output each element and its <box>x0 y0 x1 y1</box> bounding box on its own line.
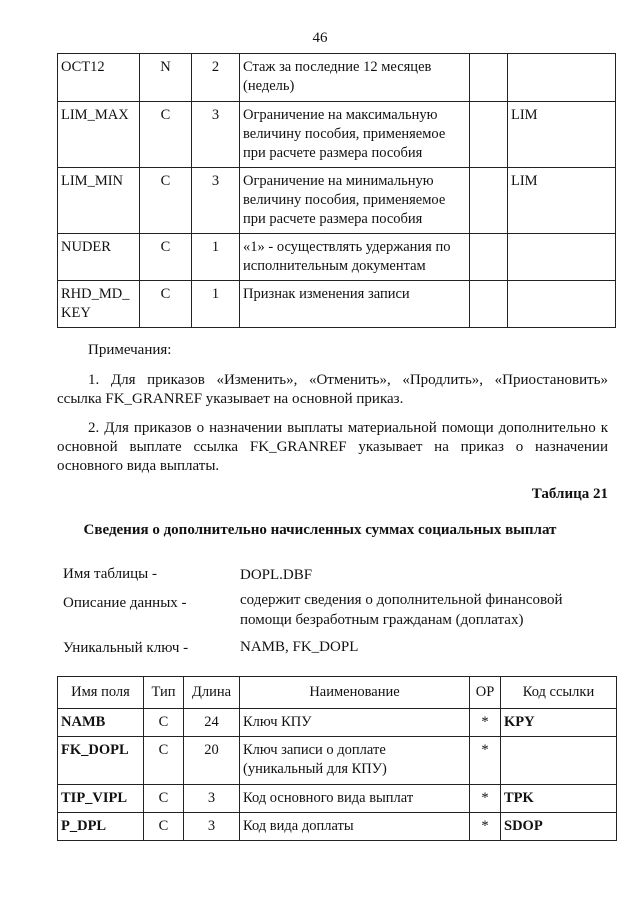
note-1 <box>57 371 608 409</box>
field-description: Стаж за последние 12 месяцев (недель) <box>240 54 470 102</box>
header-description: Наименование <box>240 677 470 709</box>
field-ref: SDOP <box>501 813 617 841</box>
table-row <box>58 709 617 737</box>
header-op: ОР <box>470 677 501 709</box>
field-length: 2 <box>192 54 240 102</box>
table-name-value: DOPL.DBF <box>240 567 313 583</box>
table-name-label: Имя таблицы - <box>63 566 157 582</box>
field-type: C <box>140 102 192 168</box>
field-name: LIM_MAX <box>58 102 140 168</box>
field-ref <box>508 281 616 328</box>
note-2-text: 2. Для приказов о назначении выплаты материальной помощи дополнительно к основной выплате ссылка FK_GRANREF указывает на приказ о назначении основного вида выплаты. <box>57 420 608 474</box>
field-op <box>470 234 508 281</box>
field-description: Ограничение на минимальную величину пособия, применяемое при расчете размера пособия <box>240 168 470 234</box>
field-op <box>470 168 508 234</box>
table-row <box>58 54 616 102</box>
field-type: C <box>140 281 192 328</box>
field-description: Признак изменения записи <box>240 281 470 328</box>
note-2 <box>57 419 608 476</box>
field-length: 3 <box>192 168 240 234</box>
field-description: Код основного вида выплат <box>240 785 470 813</box>
field-type: C <box>144 785 184 813</box>
field-op: * <box>470 737 501 785</box>
table-heading: Сведения о дополнительно начисленных суммах социальных выплат <box>83 522 557 538</box>
field-description: «1» - осуществлять удержания по исполнительным документам <box>240 234 470 281</box>
field-op: * <box>470 785 501 813</box>
field-type: C <box>144 813 184 841</box>
field-op: * <box>470 813 501 841</box>
table-number: Таблица 21 <box>531 486 608 502</box>
header-type: Тип <box>144 677 184 709</box>
field-type: C <box>140 234 192 281</box>
field-ref <box>501 737 617 785</box>
fields-table-continued <box>57 53 616 328</box>
field-type: C <box>144 737 184 785</box>
field-op <box>470 102 508 168</box>
field-length: 1 <box>192 234 240 281</box>
description-label: Описание данных - <box>63 595 187 611</box>
unique-key-value: NAMB, FK_DOPL <box>240 639 359 655</box>
field-name: P_DPL <box>58 813 144 841</box>
dopl-table <box>57 676 617 841</box>
table-row <box>58 168 616 234</box>
table-row <box>58 281 616 328</box>
field-name: FK_DOPL <box>58 737 144 785</box>
field-name: RHD_MD_ KEY <box>58 281 140 328</box>
table-row <box>58 737 617 785</box>
table-row <box>58 234 616 281</box>
description-value: содержит сведения о дополнительной финансовой помощи безработным гражданам (доплатах) <box>240 592 563 628</box>
header-length: Длина <box>184 677 240 709</box>
notes-title: Примечания: <box>88 342 172 358</box>
field-op: * <box>470 709 501 737</box>
field-length: 3 <box>184 785 240 813</box>
field-description: Ограничение на максимальную величину пособия, применяемое при расчете размера пособия <box>240 102 470 168</box>
page-number: 46 <box>312 30 328 46</box>
field-description: Ключ записи о доплате (уникальный для КПУ) <box>240 737 470 785</box>
table-header-row <box>58 677 617 709</box>
field-ref: LIM <box>508 102 616 168</box>
field-type: N <box>140 54 192 102</box>
note-1-text: 1. Для приказов «Изменить», «Отменить», «Продлить», «Приостановить» ссылка FK_GRANREF указывает на основной приказ. <box>57 372 608 407</box>
field-ref <box>508 234 616 281</box>
field-length: 3 <box>192 102 240 168</box>
field-length: 20 <box>184 737 240 785</box>
table-row <box>58 785 617 813</box>
table-row <box>58 102 616 168</box>
field-length: 24 <box>184 709 240 737</box>
field-type: C <box>140 168 192 234</box>
field-description: Ключ КПУ <box>240 709 470 737</box>
unique-key-label: Уникальный ключ - <box>63 640 189 656</box>
header-field-name: Имя поля <box>58 677 144 709</box>
field-ref: TPK <box>501 785 617 813</box>
field-ref: KPY <box>501 709 617 737</box>
field-name: ОСТ12 <box>58 54 140 102</box>
field-name: NUDER <box>58 234 140 281</box>
field-name: TIP_VIPL <box>58 785 144 813</box>
field-ref: LIM <box>508 168 616 234</box>
field-type: C <box>144 709 184 737</box>
field-op <box>470 281 508 328</box>
field-ref <box>508 54 616 102</box>
table-row <box>58 813 617 841</box>
field-op <box>470 54 508 102</box>
field-length: 1 <box>192 281 240 328</box>
header-ref: Код ссылки <box>501 677 617 709</box>
field-name: NAMB <box>58 709 144 737</box>
field-name: LIM_MIN <box>58 168 140 234</box>
field-length: 3 <box>184 813 240 841</box>
field-description: Код вида доплаты <box>240 813 470 841</box>
